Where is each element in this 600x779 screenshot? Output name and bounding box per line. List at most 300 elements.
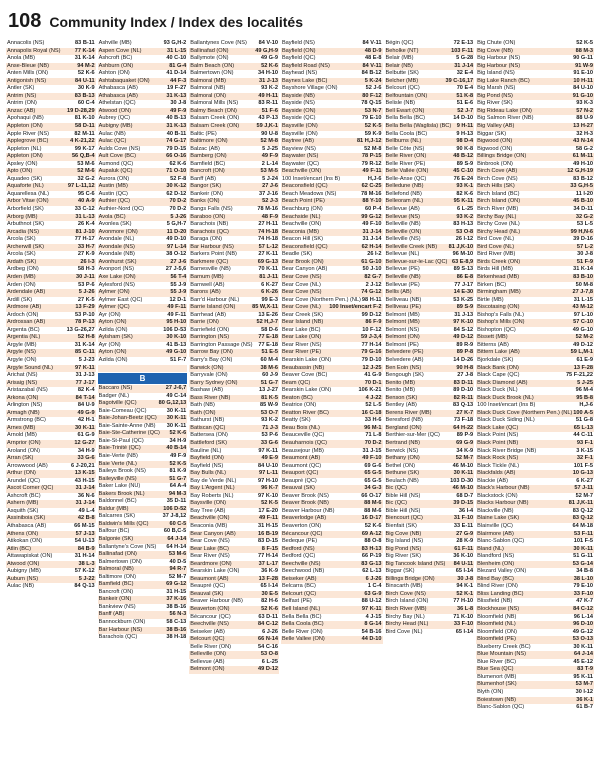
map-reference: 90 H-8: [456, 364, 474, 371]
index-column-6: [476, 40, 594, 712]
index-entry: [189, 463, 279, 471]
map-reference: 61 B-7: [576, 704, 593, 711]
community-name: Blackville (NB): [477, 507, 514, 514]
map-reference: 84 V-11: [362, 62, 382, 69]
map-reference: 66 O-16: [166, 153, 187, 160]
index-entry: [6, 100, 96, 108]
index-entry: [476, 704, 594, 712]
map-reference: 52 K-5: [169, 460, 187, 467]
community-name: Birds Creek (ON): [477, 258, 521, 265]
community-name: Bayfield (ON): [190, 455, 224, 462]
community-name: Bertrand (NB): [385, 439, 421, 446]
community-name: Ayr (ON): [98, 311, 121, 318]
map-reference: 88 M-6: [364, 507, 382, 514]
map-reference: 56 Q,B-4: [71, 153, 95, 160]
index-entry: [476, 40, 594, 48]
index-entry: [281, 349, 383, 357]
index-entry: [98, 357, 188, 365]
community-name: Balfour (BC): [98, 528, 130, 535]
index-entry: [6, 410, 96, 418]
community-name: Birch River (MB): [385, 606, 427, 613]
map-reference: 81 K-5: [261, 394, 278, 401]
index-entry: [98, 423, 188, 431]
index-entry: [385, 40, 475, 48]
index-entry: [281, 206, 383, 214]
community-name: Bayside (QC): [281, 115, 316, 122]
community-name: Aristazabal (NS): [7, 387, 48, 394]
index-entry: [476, 176, 594, 184]
community-name: Baywater (QC): [281, 160, 319, 167]
map-reference: 30 I-12: [575, 689, 593, 696]
index-entry: [476, 70, 594, 78]
community-name: Arbor Vitae (ON): [7, 198, 49, 205]
community-name: Ayr (ON): [98, 341, 121, 348]
map-reference: 32 E-4: [456, 70, 474, 77]
map-reference: 55 J-9: [170, 289, 187, 296]
map-reference: 69 G-6: [364, 462, 382, 469]
map-reference: 49 D-12: [453, 334, 474, 341]
map-reference: 70 D-1: [364, 379, 382, 386]
index-entry: [385, 546, 475, 554]
index-entry: [98, 312, 188, 320]
index-entry: [6, 266, 96, 274]
map-reference: 64 H-22: [453, 424, 474, 431]
index-entry: [385, 410, 475, 418]
map-reference: 77 H-14: [361, 341, 382, 348]
index-entry: [385, 304, 475, 312]
map-reference: 69 G-12: [166, 581, 187, 588]
map-reference: 84 B-9: [77, 545, 95, 552]
community-name: Big Cove (NB): [385, 530, 422, 537]
map-reference: 45 E-12: [573, 658, 593, 665]
community-name: Barkmere (QC): [190, 258, 229, 265]
community-name: Bienfait (SK): [385, 523, 417, 529]
index-entry: [476, 274, 594, 282]
map-reference: 96 M-1: [364, 424, 382, 431]
index-entry: [281, 546, 383, 554]
map-reference: 83 H-13: [453, 221, 474, 228]
map-reference: 84 V-10: [258, 40, 278, 46]
map-reference: 53 G-14: [572, 560, 593, 567]
index-entry: [98, 138, 188, 146]
map-reference: 43 M-12: [572, 304, 593, 311]
index-entry: [98, 611, 188, 619]
index-entry: [98, 236, 188, 244]
community-name: Balsam Creek (ON): [190, 115, 240, 122]
map-reference: 49 H-11: [258, 92, 278, 99]
community-name: Aurora (ON): [98, 175, 130, 182]
community-name: Belledune (NB): [385, 183, 424, 190]
index-entry: [98, 297, 188, 305]
community-name: Bellefond (NB): [385, 190, 422, 197]
map-reference: 36 N-6: [77, 492, 95, 499]
community-name: Big River (SK): [385, 553, 421, 560]
community-name: Berwick (NS): [385, 447, 419, 454]
community-name: Blanc-Sablon (QC): [477, 704, 525, 711]
index-entry: [6, 508, 96, 516]
index-entry: [385, 485, 475, 493]
index-entry: [189, 387, 279, 395]
map-reference: 70 K-11: [258, 266, 278, 273]
community-name: Big Pond (NS): [477, 92, 513, 99]
community-name: Balmoral (NB): [98, 566, 134, 573]
index-entry: [385, 244, 475, 252]
index-entry: [476, 93, 594, 101]
map-reference: 6 L-25: [457, 206, 474, 213]
index-entry: [476, 531, 594, 539]
index-entry: [385, 568, 475, 576]
community-name: Anten Mills (ON): [7, 70, 49, 77]
map-reference: 30 J-8: [170, 100, 187, 107]
map-reference: 96 M-4: [575, 387, 593, 394]
map-reference: 84 U-9: [77, 402, 95, 409]
index-entry: [385, 327, 475, 335]
index-entry: [189, 636, 279, 644]
map-reference: 81 K-9: [169, 468, 187, 475]
map-reference: 40 A-9: [78, 198, 95, 205]
index-entry: [281, 568, 383, 576]
community-name: Bay Roberts (NL): [190, 492, 234, 499]
community-name: Blanc-Sablon (QC): [477, 538, 525, 545]
community-name: Bella Bella (BC): [281, 613, 322, 620]
map-reference: 77 E-18: [258, 334, 278, 341]
community-name: Big Island (NS): [385, 538, 424, 545]
index-entry: [476, 214, 594, 222]
community-name: Bamfield (BC): [190, 160, 226, 167]
map-reference: 42 H-1: [77, 417, 95, 424]
community-name: Aroland (ON): [7, 447, 40, 454]
community-name: Bloomfield (NB): [477, 613, 517, 620]
index-entry: [98, 513, 188, 521]
index-entry: [189, 591, 279, 599]
index-entry: [6, 176, 96, 184]
map-reference: 57 C-10: [573, 319, 593, 326]
index-entry: [189, 666, 279, 674]
community-name: Bitterns (AB): [477, 341, 509, 348]
index-entry: [476, 372, 594, 380]
community-name: Avondale (NS): [98, 243, 135, 250]
community-name: Aubigny (MB): [7, 568, 41, 575]
index-entry: [385, 70, 475, 78]
community-name: Belle Côte (NS): [385, 145, 425, 152]
community-name: Bankview (NS): [98, 603, 136, 610]
map-reference: 39 D-15: [453, 500, 474, 507]
community-name: Benito (MB): [385, 387, 416, 394]
community-name: Bayview (NS): [281, 145, 316, 152]
index-entry: [476, 470, 594, 478]
map-reference: 28 K-9: [456, 538, 474, 545]
index-entry: [385, 387, 475, 395]
map-reference: 5 J-26: [170, 213, 187, 220]
community-name: Banff (AB): [190, 175, 216, 182]
community-name: Belcarra (BC): [281, 583, 316, 590]
map-reference: 11 I-20: [575, 190, 593, 197]
index-entry: [476, 357, 594, 365]
community-name: Big Pond (NS): [385, 545, 422, 552]
map-reference: 32 G-2: [575, 213, 593, 220]
community-name: Beaver Harbour (NB): [281, 507, 335, 514]
index-entry: [189, 289, 279, 297]
community-name: Bamfield (BC): [98, 581, 134, 588]
index-entry: [189, 432, 279, 440]
map-reference: 60 C-5: [169, 520, 187, 527]
community-name: Black River Bridge (NB): [477, 447, 537, 454]
index-entry: [385, 425, 475, 433]
map-reference: 49 D-12: [258, 666, 278, 673]
community-name: Baywater (NS): [281, 153, 319, 160]
index-entry: [6, 244, 96, 252]
index-entry: [281, 410, 383, 418]
community-name: Bear Canyon (AB): [281, 266, 328, 273]
index-entry: [6, 380, 96, 388]
map-reference: 31 J-14: [75, 500, 95, 507]
map-reference: 40 B-11: [166, 130, 187, 137]
map-reference: 75 F-21,22: [565, 372, 593, 379]
map-reference: 53 O-8: [260, 651, 278, 658]
map-reference: 10 F-12: [362, 326, 382, 333]
community-name: Bear Brook (ON): [281, 258, 324, 265]
community-name: Apohaqui (NB): [7, 115, 44, 122]
map-reference: 53 M-6: [168, 551, 187, 558]
community-name: Binscarth (MB): [385, 583, 423, 590]
index-entry: [476, 312, 594, 320]
community-name: Black Tickle (NL): [477, 462, 520, 469]
index-entry: [281, 342, 383, 350]
map-reference: 49 F-9: [170, 452, 187, 459]
index-entry: [189, 546, 279, 554]
map-reference: 64 A-4: [169, 483, 187, 490]
community-name: Belle River (ON): [190, 643, 232, 650]
map-reference: 83 R-11: [258, 100, 278, 107]
map-reference: 53 K-25: [453, 296, 474, 303]
community-name: Arlington (NS): [7, 402, 43, 409]
community-name: Bar Harbour (NS): [98, 626, 143, 633]
community-name: Anse-Bleue (NB): [7, 62, 49, 69]
community-name: Balmoral (MB): [190, 77, 227, 84]
map-reference: 86 E-8: [456, 273, 474, 280]
community-name: Aylesford (NS): [98, 281, 135, 288]
index-entry: [476, 395, 594, 403]
map-reference: 31 J-14: [454, 62, 474, 69]
map-reference: 31 J-13: [258, 77, 278, 84]
index-entry: [476, 455, 594, 463]
community-name: Argyle (MB): [7, 341, 37, 348]
index-entry: [476, 327, 594, 335]
index-entry: [476, 78, 594, 86]
map-reference: 64 J-14: [167, 536, 187, 542]
index-entry: [189, 327, 279, 335]
index-entry: [476, 297, 594, 305]
community-name: Binbrook (ON): [477, 160, 513, 167]
index-entry: [281, 455, 383, 463]
community-name: Belisle (NB): [385, 100, 416, 107]
index-entry: [98, 566, 188, 574]
map-reference: 97 K-11: [258, 447, 278, 454]
index-entry: [281, 214, 383, 222]
community-name: Ashburn (ON): [98, 62, 134, 69]
community-name: Beiseker (AB): [281, 575, 317, 582]
map-reference: 82 K-4: [77, 387, 95, 394]
index-entry: [6, 417, 96, 425]
index-entry: [476, 636, 594, 644]
community-name: Ashcroft (BC): [98, 55, 133, 62]
page-header: [8, 10, 303, 36]
map-reference: 56 T-4: [170, 273, 187, 280]
index-entry: [189, 651, 279, 659]
community-name: Barrhead (AB): [190, 311, 227, 318]
index-entry: [385, 251, 475, 259]
index-entry: [98, 438, 188, 446]
map-reference: 41 D-14: [166, 70, 187, 77]
map-reference: 36 I-4: [458, 507, 474, 514]
map-reference: 30 K-11: [573, 545, 593, 552]
map-reference: 60 B,C-5: [163, 528, 187, 535]
map-reference: 62 K-6: [169, 160, 187, 167]
community-name: Beachville (ON): [190, 515, 230, 522]
community-name: Barachois (QC): [98, 634, 138, 641]
community-name: Bishop's Mills (ON): [477, 319, 525, 326]
map-reference: 65 G-5: [364, 477, 382, 484]
map-reference: 88 M-3: [575, 47, 593, 54]
index-entry: [476, 229, 594, 237]
map-reference: 80 F-12: [362, 92, 382, 99]
community-name: Bath (NB): [190, 402, 215, 409]
index-entry: [385, 274, 475, 282]
index-entry: [189, 221, 279, 229]
community-name: Bethany (ON): [385, 455, 420, 462]
map-reference: 49 G-10: [572, 326, 593, 333]
map-reference: 77 H-10: [453, 598, 474, 605]
index-entry: [385, 583, 475, 591]
index-entry: [476, 659, 594, 667]
index-entry: [476, 621, 594, 629]
map-reference: 61 F-11: [454, 545, 474, 552]
index-entry: [6, 357, 96, 365]
community-name: Ashtabaquaket (ON): [98, 77, 150, 84]
community-name: Bedford (NS): [281, 545, 315, 552]
community-name: Barry Sydney (ON): [190, 379, 238, 386]
community-name: Ballantynes Cove (NS): [190, 40, 247, 46]
community-name: Barryvale (ON): [190, 372, 228, 379]
community-name: Belleville (ON): [385, 228, 422, 235]
map-reference: 65 I-14: [455, 628, 474, 635]
map-reference: 58 H-3: [77, 266, 95, 273]
community-name: Bliss Landing (BC): [477, 590, 524, 597]
map-reference: 83 Q-13: [452, 402, 474, 409]
map-reference: 6 J-26: [365, 575, 382, 582]
index-entry: [189, 493, 279, 501]
community-name: Baysville (ON): [281, 123, 318, 130]
community-name: Bear River (NS): [281, 341, 322, 348]
index-entry: [281, 523, 383, 531]
index-entry: [281, 176, 383, 184]
community-name: Bland (NL): [477, 545, 504, 552]
community-name: Birchy Bay (NL): [385, 613, 425, 620]
map-reference: 46 M-10: [452, 485, 474, 492]
community-name: Arnprior (ON): [7, 439, 41, 446]
community-name: Bayfield (NS): [190, 462, 224, 469]
index-entry: [281, 636, 383, 644]
community-name: Arthur (ON): [7, 470, 36, 477]
map-reference: 95 B-8: [576, 394, 593, 401]
map-reference: 82 M-11: [74, 130, 95, 137]
community-name: Balsam Creek (ON): [190, 123, 240, 130]
community-name: Belfast (PE): [281, 598, 312, 605]
community-name: Beaver Brook (NS): [281, 492, 329, 499]
index-entry: [189, 259, 279, 267]
community-name: Athabasca (AB): [98, 85, 138, 92]
map-reference: 30 K-11: [166, 407, 187, 414]
community-name: Balm Beach (ON): [190, 62, 235, 69]
index-entry: [6, 183, 96, 191]
index-entry: [6, 349, 96, 357]
map-reference: 51 F-7: [170, 356, 187, 363]
index-entry: [385, 380, 475, 388]
index-entry: [281, 463, 383, 471]
index-entry: [189, 244, 279, 252]
map-reference: 38 H-18: [166, 634, 187, 641]
index-entry: [476, 478, 594, 486]
map-reference: 43 P-13: [258, 115, 278, 122]
map-reference: 89 R-9: [456, 341, 474, 348]
community-name: Birch Island (ON): [385, 598, 429, 605]
community-name: Ardrossan (AB): [7, 319, 46, 326]
map-reference: 69 A-12: [361, 530, 382, 537]
map-reference: 89 S-9: [456, 160, 474, 167]
community-name: Baltimore (ON): [190, 138, 228, 145]
map-reference: 27 J-6: [170, 258, 187, 265]
map-reference: 53 L-5: [576, 221, 593, 228]
map-reference: 60 M-4: [260, 356, 278, 363]
index-entry: [385, 523, 475, 531]
index-entry: [476, 583, 594, 591]
community-name: Bauline (NL): [190, 447, 222, 454]
community-name: Ballantyne's Cove (NS): [98, 543, 157, 550]
index-entry: [385, 266, 475, 274]
index-entry: [281, 161, 383, 169]
index-entry: [476, 131, 594, 139]
map-reference: 81 H,J-12: [356, 138, 382, 145]
index-entry: [385, 55, 475, 63]
map-reference: 52 M-8: [260, 138, 278, 145]
index-entry: [385, 561, 475, 569]
map-reference: 90 U-8: [261, 130, 278, 137]
index-entry: [476, 319, 594, 327]
index-entry: [98, 430, 188, 438]
map-reference: 49 D-10: [166, 236, 187, 243]
index-entry: [476, 500, 594, 508]
index-entry: [6, 319, 96, 327]
community-name: Atwood (ON): [7, 560, 40, 567]
community-name: Aylmer (ON): [98, 289, 130, 296]
community-name: Belair (NB): [385, 62, 413, 69]
community-name: Baynes Lake (BC): [281, 77, 328, 84]
index-entry: [385, 614, 475, 622]
community-name: Black Point (NS): [477, 432, 519, 439]
index-entry: [6, 334, 96, 342]
index-entry: [189, 100, 279, 108]
map-reference: 49 H-10: [573, 160, 593, 167]
community-name: Bay L'Argent (NL): [190, 485, 235, 492]
map-reference: 32 G-2: [77, 175, 95, 182]
map-reference: 57 L-2: [576, 243, 593, 250]
map-reference: 91 G-10: [572, 92, 593, 99]
map-reference: 27 J-8: [457, 372, 474, 379]
community-name: Bible Hill (NS): [385, 492, 421, 499]
index-entry: [189, 297, 279, 305]
map-reference: 38 O-12: [166, 251, 187, 258]
map-reference: 30 K-11: [453, 470, 474, 477]
